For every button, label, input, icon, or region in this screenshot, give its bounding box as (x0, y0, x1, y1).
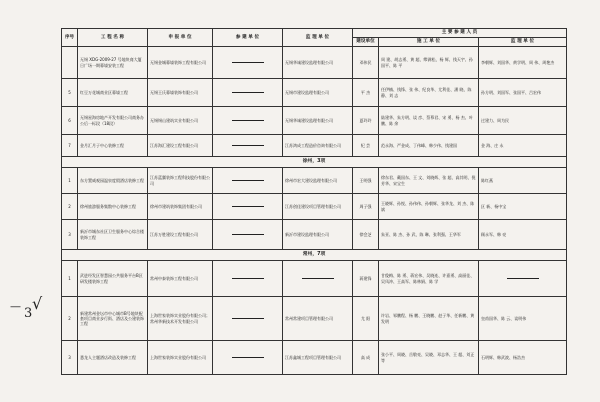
table-row (62, 168, 567, 194)
cell-supervisor: 常州常建项目管理有限公司 (283, 297, 353, 341)
cell-unit: 高 成 (353, 341, 379, 375)
cell-unit: 周子强 (353, 194, 379, 220)
header-participant: 参 建 单 位 (213, 29, 283, 47)
dash-line (507, 278, 539, 279)
header-no: 序号 (62, 29, 78, 47)
cell-no: 5 (62, 79, 78, 107)
dash-line (232, 62, 264, 63)
cell-no: 7 (62, 135, 78, 157)
cell-participant (213, 168, 283, 194)
dash-line (232, 206, 264, 207)
table-row (62, 79, 567, 107)
project-table (61, 28, 567, 375)
cell-supervision: 石明辉、韩武波、杨浩杰 (479, 341, 567, 375)
header-supervision: 监 理 单 位 (479, 38, 567, 47)
cell-no: 1 (62, 261, 78, 297)
header-applicant: 申 报 单 位 (148, 29, 213, 47)
dash-line (232, 145, 264, 146)
header-main-people: 主 要 参 建 人 员 (353, 29, 567, 38)
dash-line (232, 92, 264, 93)
cell-applicant: 常州中泰装饰工程有限公司 (148, 261, 213, 297)
cell-supervision: 陈红燕 (479, 168, 567, 194)
dash-line (232, 180, 264, 181)
dash-line (302, 278, 334, 279)
cell-unit: 尤 阳 (353, 297, 379, 341)
cell-participant (213, 79, 283, 107)
margin-digit: 3 (24, 306, 33, 321)
margin-handwritten-mark (8, 296, 50, 336)
cell-participant (213, 297, 283, 341)
cell-applicant: 无锡锡山建筑实业有限公司 (148, 107, 213, 135)
cell-applicant: 无锡王氏幕墙装饰有限公司 (148, 79, 213, 107)
cell-supervision: 皇甫国华、陈 云、谈明伟 (479, 297, 567, 341)
cell-supervisor: 徐州市宏大建设监理有限公司 (283, 168, 353, 194)
cell-participant (213, 135, 283, 157)
cell-unit: 平 杰 (353, 79, 379, 107)
cell-applicant: 无锡金城幕墙装饰工程有限公司 (148, 47, 213, 79)
dash-line (232, 120, 264, 121)
cell-supervisor: 江苏创佳建设项目管理有限公司 (283, 194, 353, 220)
cell-construction: 范永海、严金成、丁伟峰、韩少伟、钱建国 (379, 135, 479, 157)
cell-construction: 周 建、胡志勇、黄 超、缪满松、杨 辉、钱天宇、孙国平、陈 平 (379, 47, 479, 79)
cell-supervisor: 无锡华诚建设监理有限公司 (283, 107, 353, 135)
cell-supervisor (283, 261, 353, 297)
cell-no: 3 (62, 220, 78, 250)
header-project: 工 程 名 称 (78, 29, 148, 47)
section-row (62, 250, 567, 261)
cell-project: 悉龙人主题酒店改造及装修工程 (78, 341, 148, 375)
dash-line (232, 357, 264, 358)
dash-line (232, 318, 264, 319)
cell-supervision: 顾永军、韩 亮 (479, 220, 567, 250)
cell-supervisor: 江苏鸿成工程造价咨询有限公司 (283, 135, 353, 157)
cell-participant (213, 47, 283, 79)
table-row (62, 220, 567, 250)
cell-supervision: 区 新、杨中宝 (479, 194, 567, 220)
cell-no: 3 (62, 341, 78, 375)
cell-unit: 邓伟民 (353, 47, 379, 79)
header-supervisor: 监 理 单 位 (283, 29, 353, 47)
cell-supervision: 孙方明、刘国军、张国平、吕宏伟 (479, 79, 567, 107)
cell-applicant: 江苏海汇建设工程有限公司 (148, 135, 213, 157)
cell-project: 新沂市城东社区卫生服务中心综合楼装饰工程 (78, 220, 148, 250)
table-row (62, 107, 567, 135)
section-row (62, 157, 567, 168)
cell-supervision: 李朝辉、刘国华、黄学明、周 伟、周艳杰 (479, 47, 567, 79)
section-title-changzhou: 常州，7项 (62, 250, 567, 261)
table-row (62, 47, 567, 79)
cell-construction: 许岩、邹鹏程、杨 鹏、王晓鹏、赵子华、任新鹏、黄发明 (379, 297, 479, 341)
cell-unit: 纪 芸 (353, 135, 379, 157)
cell-project: 红豆万花城商业区幕墙工程 (78, 79, 148, 107)
cell-applicant: 上海世家装饰实业股份有限公司 (148, 341, 213, 375)
cell-unit: 王明强 (353, 168, 379, 194)
cell-no: 6 (62, 107, 78, 135)
cell-construction: 朱亚、陈 杰、孙 武、陈 琳、张利强、王华军 (379, 220, 479, 250)
cell-unit: 徐会芝 (353, 220, 379, 250)
table-row (62, 341, 567, 375)
dash-line (232, 278, 264, 279)
cell-supervisor: 江苏鑫城工程项目管理有限公司 (283, 341, 353, 375)
cell-supervisor: 无锡华诚建设监理有限公司 (283, 47, 353, 79)
cell-construction: 甘俊梅、陈 勇、蒋宏伟、吴晓连、许嘉勇、高丽佳、吴凤冲、王高军、陈林娟、陈 学 (379, 261, 479, 297)
cell-applicant: 江苏蓝翼装饰工程科技股份有限公司 (148, 168, 213, 194)
cell-project: 金月汇月子中心装修工程 (78, 135, 148, 157)
cell-participant (213, 107, 283, 135)
cell-unit: 蒋建锋 (353, 261, 379, 297)
cell-participant (213, 261, 283, 297)
dash-line (232, 234, 264, 235)
cell-participant (213, 194, 283, 220)
cell-applicant: 江苏万胜建设工程有限公司 (148, 220, 213, 250)
table-row (62, 261, 567, 297)
cell-construction: 徐东君、戴国东、王 文、刘晓辉、张 超、高其明、倪芳华、宋宝生 (379, 168, 479, 194)
table-row (62, 297, 567, 341)
header-construction: 施 工 单 位 (379, 38, 479, 47)
cell-construction: 陆建华、朱方明、谈 彦、蔡慕君、宋 勇、杨 杰、叶 鹏、陈 余 (379, 107, 479, 135)
cell-project: 无锡星海房地产开发有限公司商务办公后一标段（18段） (78, 107, 148, 135)
cell-no (62, 47, 78, 79)
cell-no: 1 (62, 168, 78, 194)
cell-participant (213, 341, 283, 375)
cell-no: 2 (62, 194, 78, 220)
cell-construction: 王晓辉、孙悦、孙伟伟、孙朝辉、张华龙、刘 杰、陈 斌 (379, 194, 479, 220)
cell-project: 武进经发区智慧园公共服务平台B区研发楼装饰工程 (78, 261, 148, 297)
cell-supervision (479, 261, 567, 297)
cell-applicant: 徐州市建筑装饰集团有限公司 (148, 194, 213, 220)
section-title-xuzhou: 徐州，3项 (62, 157, 567, 168)
cell-no: 2 (62, 297, 78, 341)
margin-dash: — (10, 300, 21, 313)
cell-participant (213, 220, 283, 250)
cell-supervision: 金 海、庄 永 (479, 135, 567, 157)
header-unit: 建设单位 (353, 38, 379, 47)
cell-supervisor: 无锡市建设监理有限公司 (283, 79, 353, 107)
table-row (62, 194, 567, 220)
cell-supervision: 过建力、周为民 (479, 107, 567, 135)
margin-check: √ (32, 294, 43, 313)
cell-project: 东方置威观园温泉度假酒店装修工程 (78, 168, 148, 194)
cell-project: 无锡 XDG-2009-27 号地块商大厦日广场一期幕墙安装工程 (78, 47, 148, 79)
cell-applicant: 上海世家装饰实业股份有限公司；常州华新技术开发有限公司 (148, 297, 213, 341)
table-row (62, 135, 567, 157)
cell-construction: 张小平、周晓、岳敬亮、吴晓、邓志华、王 超、刘正等 (379, 341, 479, 375)
cell-unit: 夏玲玲 (353, 107, 379, 135)
cell-construction: 任伊楠、钱锋、张 伟、纪良华、尤利佳、潘 晓、陈 静、刘 志 (379, 79, 479, 107)
cell-supervisor: 新沂市建设监理有限公司 (283, 220, 353, 250)
cell-project: 徐州旅游服务集散中心装修工程 (78, 194, 148, 220)
cell-project: 新建常州金坛市中心城市B号地块配套项目商业步行街、酒店及公建装饰工程 (78, 297, 148, 341)
